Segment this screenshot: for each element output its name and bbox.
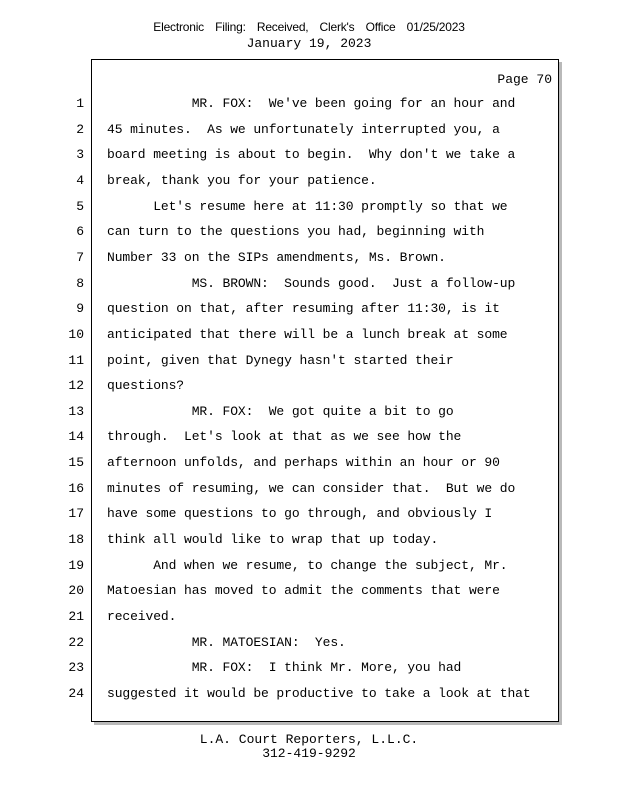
reporter-company: L.A. Court Reporters, L.L.C. [199, 732, 419, 747]
line-number: 7 [76, 250, 84, 265]
line-number: 2 [76, 122, 84, 137]
transcript-line: point, given that Dynegy hasn't started their [107, 353, 454, 368]
transcript-line: suggested it would be productive to take a look at that [107, 686, 531, 701]
transcript-line: MR. MATOESIAN: Yes. [107, 635, 346, 650]
line-number: 16 [68, 481, 84, 496]
line-number: 11 [68, 353, 84, 368]
transcript-line: afternoon unfolds, and perhaps within an hour or 90 [107, 455, 500, 470]
transcript-line: MR. FOX: We've been going for an hour and [107, 96, 516, 111]
line-number: 23 [68, 660, 84, 675]
transcript-line: question on that, after resuming after 11:30, is it [107, 301, 500, 316]
transcript-line: questions? [107, 378, 185, 393]
page-number: Page 70 [497, 72, 552, 87]
transcript-line: received. [107, 609, 177, 624]
reporter-phone: 312-419-9292 [262, 746, 356, 761]
line-number: 9 [76, 301, 84, 316]
transcript-line: 45 minutes. As we unfortunately interrupted you, a [107, 122, 500, 137]
footer [0, 733, 618, 761]
transcript-line: Matoesian has moved to admit the comments that were [107, 583, 500, 598]
line-number: 17 [68, 506, 84, 521]
transcript-line: Let's resume here at 11:30 promptly so that we [107, 199, 508, 214]
line-number: 20 [68, 583, 84, 598]
line-number: 4 [76, 173, 84, 188]
transcript-line: can turn to the questions you had, beginning with [107, 224, 485, 239]
line-number: 10 [68, 327, 84, 342]
line-number: 1 [76, 96, 84, 111]
transcript-line: think all would like to wrap that up today. [107, 532, 439, 547]
line-number: 19 [68, 558, 84, 573]
transcript-line: minutes of resuming, we can consider that. But we do [107, 481, 516, 496]
transcript-date: January 19, 2023 [246, 36, 372, 51]
transcript-line: Number 33 on the SIPs amendments, Ms. Brown. [107, 250, 446, 265]
transcript-line: And when we resume, to change the subject, Mr. [107, 558, 508, 573]
transcript-line: MR. FOX: We got quite a bit to go [107, 404, 454, 419]
transcript-line: MS. BROWN: Sounds good. Just a follow-up [107, 276, 516, 291]
line-number: 15 [68, 455, 84, 470]
transcript-line: MR. FOX: I think Mr. More, you had [107, 660, 462, 675]
line-number: 3 [76, 147, 84, 162]
line-number: 8 [76, 276, 84, 291]
line-number: 5 [76, 199, 84, 214]
line-number: 6 [76, 224, 84, 239]
line-number: 12 [68, 378, 84, 393]
transcript-line: have some questions to go through, and obviously I [107, 506, 493, 521]
line-number: 21 [68, 609, 84, 624]
line-number: 24 [68, 686, 84, 701]
filing-stamp: Electronic Filing: Received, Clerk's Office 01/25/2023 [153, 20, 465, 34]
transcript-line: anticipated that there will be a lunch break at some [107, 327, 508, 342]
transcript-line: board meeting is about to begin. Why don't we take a [107, 147, 516, 162]
transcript-line: through. Let's look at that as we see how the [107, 429, 462, 444]
line-number: 18 [68, 532, 84, 547]
line-number: 22 [68, 635, 84, 650]
line-number: 13 [68, 404, 84, 419]
transcript-line: break, thank you for your patience. [107, 173, 377, 188]
line-number: 14 [68, 429, 84, 444]
